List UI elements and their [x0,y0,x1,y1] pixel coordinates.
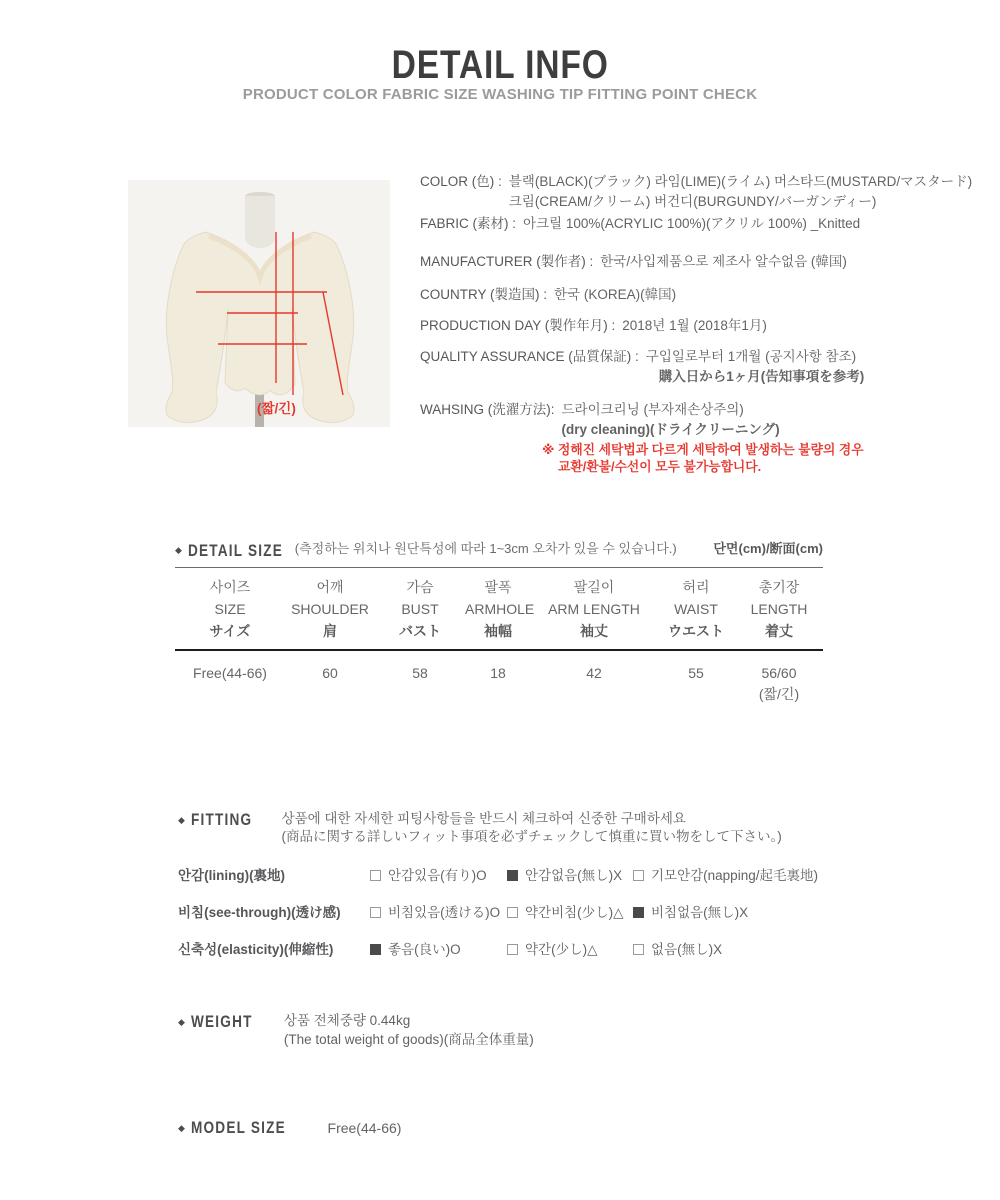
diamond-icon: ◆ [175,545,182,555]
info-value [562,400,987,440]
fitting-option [370,864,507,884]
size-unit-label: 단면(cm)/断面(cm) [713,541,823,556]
size-col-header: ARMHOLE [465,600,535,617]
fitting-option [507,938,633,958]
detail-size-title: DETAIL SIZE [187,540,283,560]
info-value-line: 아크릴 100%(ACRYLIC 100%)(アクリル 100%) _Knitted [523,216,861,231]
info-value [622,316,986,336]
size-col-header: WAIST [674,600,718,617]
weight-line-en: (The total weight of goods)(商品全体重量) [283,1031,534,1047]
size-col-header: BUST [401,600,439,617]
size-cell-value: 42 [586,664,602,681]
checkbox-checked-icon [370,944,381,955]
fitting-option-label: 비침없음(無し)X [651,905,749,920]
fitting-option-label: 약간(少し)△ [525,942,598,957]
fitting-option [370,901,507,921]
weight-title: WEIGHT [190,1012,253,1031]
checkbox-unchecked-icon [507,907,518,918]
size-data-row [175,650,823,705]
checkbox-unchecked-icon [633,944,644,955]
fitting-section [178,810,938,958]
fitting-row [178,864,938,884]
fitting-option-label: 비침있음(透ける)O [388,905,501,920]
fitting-option [633,901,938,921]
fitting-row-label: 안감(lining)(裏地) [178,868,286,883]
size-col-header: 袖幅 [484,622,512,639]
fitting-rows [178,864,938,958]
size-col-header: 팔길이 [573,578,615,595]
info-label: COUNTRY (製造国) : [420,287,548,302]
page-subtitle: PRODUCT COLOR FABRIC SIZE WASHING TIP FITTING POINT CHECK [242,86,758,103]
size-cell [465,650,531,705]
info-row [420,214,986,234]
size-cell-value: 60 [322,664,338,681]
fitting-title: FITTING [190,810,253,829]
fitting-row [178,901,938,921]
size-cell-value: 58 [412,664,428,681]
size-col-header: SHOULDER [291,600,369,617]
info-value-line: 2018년 1월 (2018年1月) [622,318,767,333]
info-row [420,252,986,272]
size-cell [375,650,465,705]
page-title: DETAIL INFO [391,43,609,87]
model-size-title: MODEL SIZE [190,1118,286,1137]
size-header-row-ko [175,568,823,598]
fitting-option [633,864,938,884]
info-value [600,252,986,272]
info-row [420,400,986,440]
fitting-note-ko: 상품에 대한 자세한 피팅사항들을 반드시 체크하여 신중한 구매하세요 [281,811,686,826]
model-size-section [178,1118,401,1138]
size-col-header: 총기장 [758,578,800,595]
warning-line: ※ 정해진 세탁법과 다르게 세탁하여 발생하는 불량의 경우 [542,442,864,457]
size-cell-value: 56/60 [761,664,797,681]
size-col-header: 어깨 [316,578,344,595]
fitting-heading [178,810,268,830]
measure-label: (짧/긴) [257,401,296,416]
size-col-header: 肩 [323,622,337,639]
size-table [175,568,823,705]
fitting-option [370,938,507,958]
weight-line-ko: 상품 전체중량 0.44kg [283,1013,411,1028]
fitting-header [178,810,938,845]
weight-section [178,1012,534,1049]
detail-size-header [175,538,823,568]
info-label: PRODUCTION DAY (製作年月) : [420,318,616,333]
info-label: FABRIC (素材) : [420,216,517,231]
info-value-line: 드라이크리닝 (부자재손상주의) [561,402,744,417]
info-label: QUALITY ASSURANCE (品質保証) : [420,349,639,364]
size-cell-value: 55 [688,664,704,681]
detail-size-heading [175,541,307,561]
fitting-notes [282,810,782,845]
fitting-option-label: 기모안감(napping/起毛裏地) [651,868,818,883]
model-size-heading [178,1118,310,1138]
weight-text [284,1012,534,1049]
info-value-line: 구입일로부터 1개월 (공지사항 참조) [645,349,857,364]
fitting-option-label: 안감있음(有り)O [388,868,487,883]
size-header-row-en [175,598,823,620]
checkbox-unchecked-icon [370,907,381,918]
fitting-option [507,901,633,921]
size-col-header: バスト [399,622,441,639]
info-value [646,347,986,387]
size-cell [175,650,285,705]
fitting-row [178,938,938,958]
size-col-header: 着丈 [765,622,793,639]
size-tolerance-note: (측정하는 위치나 원단특성에 따라 1~3cm 오차가 있을 수 있습니다.) [294,541,677,556]
model-size-value: Free(44-66) [327,1120,402,1136]
product-info-list [420,172,986,440]
fitting-option [507,864,633,884]
info-row [420,172,986,212]
info-label: WAHSING (洗濯方法): [420,402,555,417]
checkbox-checked-icon [633,907,644,918]
header [0,44,1000,103]
fitting-row-label: 신축성(elasticity)(伸縮性) [178,942,334,957]
weight-heading [178,1012,268,1032]
detail-size-section [175,538,823,705]
fitting-option-label: 약간비침(少し)△ [525,905,624,920]
size-cell [285,650,375,705]
info-value-line: 블랙(BLACK)(ブラック) 라임(LIME)(ライム) 머스타드(MUSTARD/マスタード) [508,174,973,189]
size-cell-value: 18 [490,664,506,681]
info-value-line: 한국/사입제품으로 제조사 알수없음 (韓国) [600,254,847,269]
size-col-header: 袖丈 [580,622,608,639]
checkbox-checked-icon [507,870,518,881]
info-value-line: 크림(CREAM/クリーム) 버건디(BURGUNDY/バーガンディー) [508,194,877,209]
info-value [554,285,986,305]
info-row [420,316,986,336]
info-value-line: 購入日から1ヶ月(告知事項を参考) [658,369,865,384]
size-col-header: 팔폭 [484,578,512,595]
fitting-option-label: 안감없음(無し)X [525,868,623,883]
fitting-option [633,938,938,958]
info-row [420,347,986,387]
size-col-header: サイズ [209,622,251,639]
size-cell-value: Free(44-66) [193,664,267,681]
product-image [128,180,390,427]
info-label: COLOR (色) : [420,174,502,189]
diamond-icon: ◆ [178,1122,185,1133]
info-value [523,214,986,234]
info-value-line: 한국 (KOREA)(韓国) [554,287,677,302]
size-col-header: SIZE [214,600,246,617]
info-value-line: (dry cleaning)(ドライクリーニング) [561,422,780,437]
product-info [420,172,986,475]
diamond-icon: ◆ [178,1016,185,1027]
info-value [509,172,986,212]
size-cell [657,650,735,705]
size-cell-note: (짧/긴) [758,685,800,702]
washing-warning [542,442,986,475]
checkbox-unchecked-icon [370,870,381,881]
fitting-option-label: 없음(無し)X [651,942,723,957]
info-row [420,285,986,305]
size-header-row-ja [175,620,823,650]
checkbox-unchecked-icon [507,944,518,955]
diamond-icon: ◆ [178,814,185,825]
fitting-note-ja: (商品に関する詳しいフィット事項を必ずチェックして慎重に買い物をして下さい。) [281,828,782,844]
size-col-header: 가슴 [406,578,434,595]
fitting-row-label: 비침(see-through)(透け感) [178,905,341,920]
size-col-header: ARM LENGTH [548,600,640,617]
size-cell [735,650,823,705]
size-col-header: 사이즈 [209,578,251,595]
fitting-option-label: 좋음(良い)O [388,942,461,957]
size-cell [531,650,657,705]
size-col-header: 허리 [682,578,710,595]
checkbox-unchecked-icon [633,870,644,881]
info-label: MANUFACTURER (製作者) : [420,254,594,269]
sweater-measurement-illustration [128,180,390,427]
size-col-header: ウエスト [668,622,724,639]
size-col-header: LENGTH [750,600,808,617]
warning-line: 교환/환불/수선이 모두 불가능합니다. [558,458,762,474]
